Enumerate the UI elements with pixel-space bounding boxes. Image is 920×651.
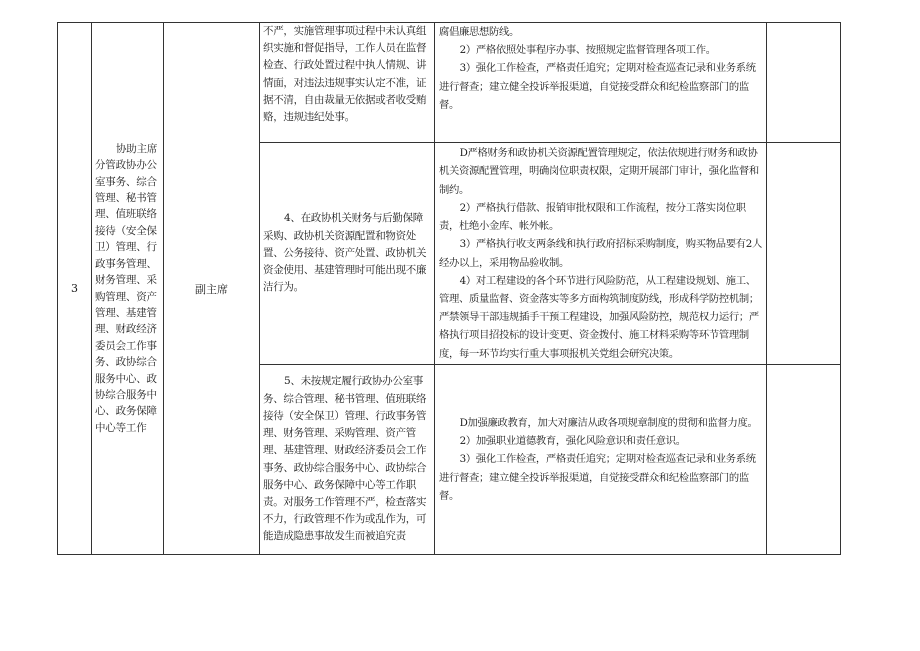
measure-item: 4）对工程建设的各个环节进行风险防范，从工程建设规划、施工、管理、质量监督、资金落实等多方面构筑制度防线，形成科学防控机制；严禁领导干部违规插手干预工程建设，加强风险防控，规范权力运行；严格执行项目招投标的设计变更、资金拨付、施工材料采购等环节管理制度，每一环节均实行重大事项报机关党组会研究决策。 [439, 274, 759, 360]
duties-text: 协助主席分管政协办公室事务、综合管理、秘书管理、值班联络接待（安全保卫）管理、行政事务管理、财务管理、采购管理、资产管理、基建管理、财政经济委员会工作事务、政协综合服务中心、政协综合服务中心、政务保障中心等工作 [95, 142, 158, 434]
risk-text: 5、未按规定履行政协办公室事务、综合管理、秘书管理、值班联络接待（安全保卫）管理、行政事务管理、财务管理、采购管理、资产管理、基建管理、财政经济委员会工作事务、政协综合服务中心、政协综合服务中心、政务保障中心等工作职责。对服务工作管理不严，检查落实不力，行政管理不作为或乱作为，可能造成隐患事故发生而被追究责 [263, 375, 427, 543]
measures-cell-3 [435, 365, 767, 555]
measure-item: D严格财务和政协机关资源配置管理规定，依法依规进行财务和政协机关资源配置管理，明确岗位职责权限，定期开展部门审计，强化监督和制约。 [439, 147, 759, 196]
measure-item: D加强廉政教育，加大对廉洁从政各项规章制度的贯彻和监督力度。 [459, 416, 758, 429]
measure-item: 3）严格执行收支两条线和执行政府招标采购制度，购买物品要有2人经办以上，采用物品验收制。 [439, 238, 763, 269]
measure-item: 2）严格执行借款、报销审批权限和工作流程，按分工落实岗位职责，杜绝小金库、帐外帐。 [439, 201, 746, 233]
measure-item: 2）加强职业道德教育，强化风险意识和责任意识。 [459, 435, 686, 448]
measure-item: 3）强化工作检查，严格责任追究；定期对检查巡查记录和业务系统进行督查；建立健全投诉举报渠道，自觉接受群众和纪检监察部门的监督。 [439, 453, 756, 502]
remarks-cell-3 [767, 365, 841, 555]
risk-cell-1 [260, 23, 435, 143]
position-cell: 副主席 [164, 23, 260, 555]
risk-cell-3 [260, 365, 435, 555]
row-number: 3 [58, 23, 92, 555]
table-row [58, 23, 841, 143]
measure-item: 2）严格依照处事程序办事、按照规定监督管理各项工作。 [459, 44, 716, 57]
duties-cell [92, 23, 164, 555]
remarks-cell-1 [767, 23, 841, 143]
risk-cell-2 [260, 143, 435, 365]
risk-text: 不严，实施管理事项过程中未认真组织实施和督促指导，工作人员在监督检查、行政处置过程中执人情规、讲情面，对违法违规事实认定不准，证据不清，自由裁量无依据或者收受贿赂，违规违纪处事。 [263, 25, 427, 124]
measure-item: 腐倡廉思想防线。 [439, 26, 519, 38]
risk-control-table [57, 22, 841, 555]
measures-cell-1 [435, 23, 767, 143]
remarks-cell-2 [767, 143, 841, 365]
measures-cell-2 [435, 143, 767, 365]
measure-item: 3）强化工作检查，严格责任追究；定期对检查巡查记录和业务系统进行督查；建立健全投诉举报渠道，自觉接受群众和纪检监察部门的监督。 [439, 62, 756, 111]
risk-text: 4、在政协机关财务与后勤保障采购、政协机关资源配置和物资处置、公务接待、资产处置、政协机关资金使用、基建管理时可能出现不廉洁行为。 [263, 212, 427, 294]
